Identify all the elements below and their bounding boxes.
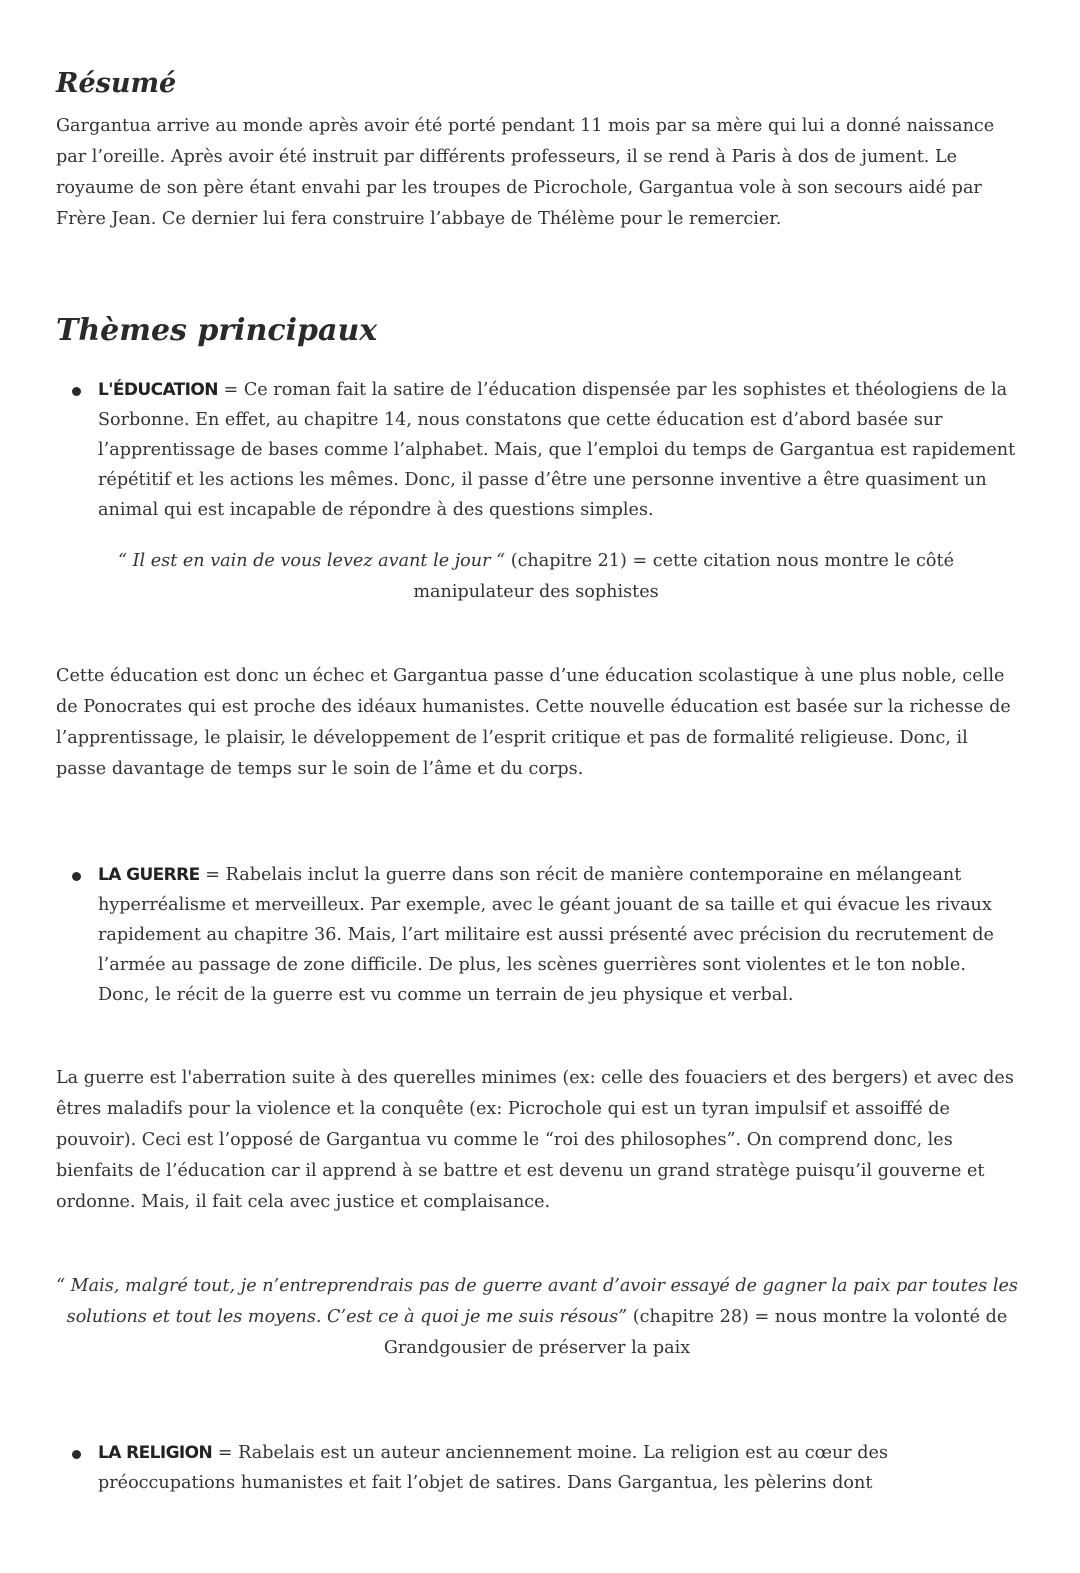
guerre-label: LA GUERRE <box>98 865 200 885</box>
education-paragraph <box>98 375 1020 525</box>
guerre-paragraph <box>98 860 1020 1010</box>
guerre-quote <box>56 1271 1018 1364</box>
themes-heading: Thèmes principaux <box>56 313 378 348</box>
guerre-quote-citation: “ Mais, malgré tout, je n’entreprendrais pas de guerre avant d’avoir essayé de gagner la paix par toutes les solutions et tout les moyens. C’est ce à quoi je me suis résous” <box>56 1276 1018 1327</box>
education-quote <box>96 546 976 608</box>
list-item-education <box>56 375 1026 525</box>
guerre-quote-comment: (chapitre 28) = nous montre la volonté de Grandgousier de préserver la paix <box>383 1307 1008 1358</box>
religion-label: LA RELIGION <box>98 1443 213 1463</box>
education-followup-paragraph: Cette éducation est donc un échec et Gargantua passe d’une éducation scolastique à une plus noble, celle de Ponocrates qui est proche des idéaux humanistes. Cette nouvelle éducation est basée sur la richesse de l’apprentissage, le plaisir, le développement de l’esprit critique et pas de formalité religieuse. Donc, il passe davantage de temps sur le soin de l’âme et du corps. <box>56 666 1011 779</box>
guerre-followup-paragraph: La guerre est l'aberration suite à des querelles minimes (ex: celle des fouaciers et des bergers) et avec des êtres maladifs pour la violence et la conquête (ex: Picrochole qui est un tyran impulsif et assoiffé de pouvoir). Ceci est l’opposé de Gargantua vu comme le “roi des philosophes”. On comprend donc, les bienfaits de l’éducation car il apprend à se battre et est devenu un grand stratège puisqu’il gouverne et ordonne. Mais, il fait cela avec justice et complaisance. <box>56 1068 1014 1212</box>
religion-text: = Rabelais est un auteur anciennement moine. La religion est au cœur des préoccupations humanistes et fait l’objet de satires. Dans Gargantua, les pèlerins dont <box>98 1443 888 1493</box>
education-label: L'ÉDUCATION <box>98 380 218 400</box>
guerre-text: = Rabelais inclut la guerre dans son récit de manière contemporaine en mélangeant hyperréalisme et merveilleux. Par exemple, avec le géant jouant de sa taille et qui évacue les rivaux rapidement au chapitre 36. Mais, l’art militaire est aussi présenté avec précision du recrutement de l’armée au passage de zone difficile. De plus, les scènes guerrières sont violentes et le ton noble. Donc, le récit de la guerre est vu comme un terrain de jeu physique et verbal. <box>98 865 994 1005</box>
bullet-icon <box>72 872 81 881</box>
bullet-icon <box>72 387 81 396</box>
religion-paragraph <box>98 1438 1020 1498</box>
resume-heading: Résumé <box>56 68 177 99</box>
education-text: = Ce roman fait la satire de l’éducation dispensée par les sophistes et théologiens de la Sorbonne. En effet, au chapitre 14, nous constatons que cette éducation est d’abord basée sur l’apprentissage de bases comme l’alphabet. Mais, que l’emploi du temps de Gargantua est rapidement répétitif et les actions les mêmes. Donc, il passe d’être une personne inventive a être quasiment un animal qui est incapable de répondre à des questions simples. <box>98 380 1016 520</box>
list-item-religion <box>56 1438 1026 1498</box>
education-quote-citation: “ Il est en vain de vous levez avant le jour “ <box>118 551 506 571</box>
resume-paragraph: Gargantua arrive au monde après avoir été porté pendant 11 mois par sa mère qui lui a donné naissance par l’oreille. Après avoir été instruit par différents professeurs, il se rend à Paris à dos de jument. Le royaume de son père étant envahi par les troupes de Picrochole, Gargantua vole à son secours aidé par Frère Jean. Ce dernier lui fera construire l’abbaye de Thélème pour le remercier. <box>56 116 995 229</box>
bullet-icon <box>72 1450 81 1459</box>
list-item-guerre <box>56 860 1026 1010</box>
education-quote-comment: (chapitre 21) = cette citation nous montre le côté manipulateur des sophistes <box>413 551 954 602</box>
